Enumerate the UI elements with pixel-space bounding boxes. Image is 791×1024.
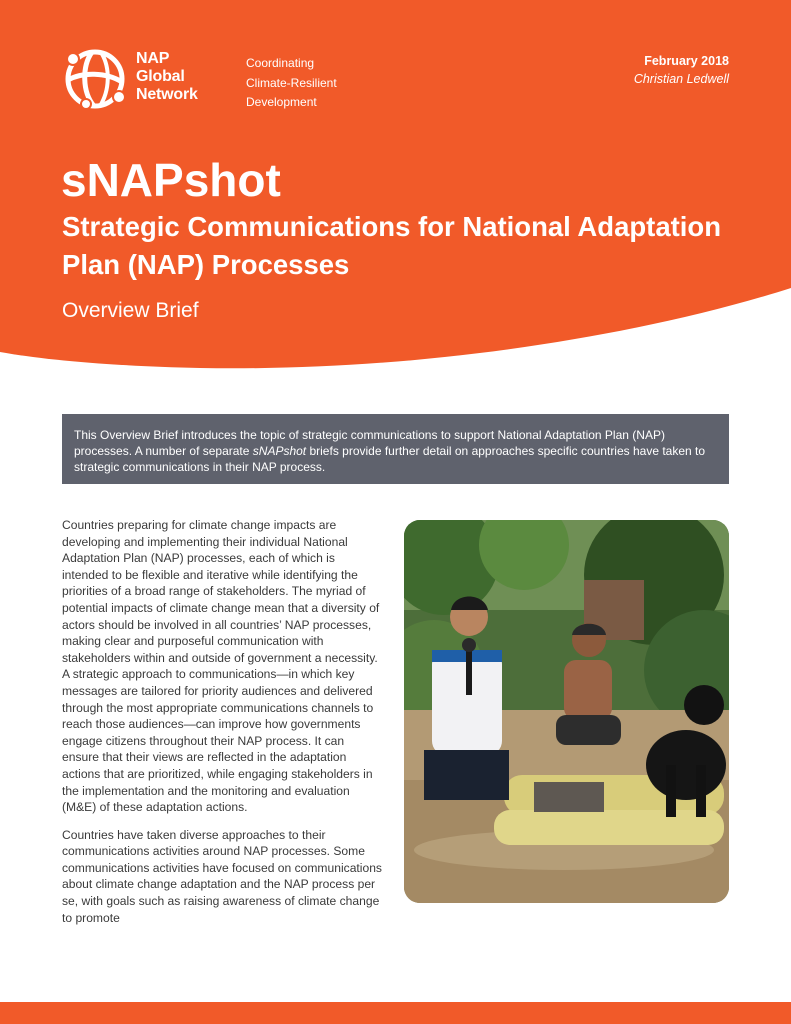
footer-bar: [0, 1002, 791, 1024]
page-title: sNAPshot: [61, 154, 281, 206]
logo-line-3: Network: [136, 86, 198, 103]
photo-reporter-in-flood-icon: [404, 520, 729, 903]
publication-date: February 2018: [644, 54, 729, 68]
intro-text-end: briefs provide further detail on approaches specific countries have taken to strategic communications in their NAP process.: [74, 444, 706, 474]
tagline: [246, 54, 337, 113]
tagline-line-2: Climate-Resilient: [246, 75, 337, 90]
body-paragraph-2: Countries have taken diverse approaches to their communications activities around NAP processes. Some communications activities have focused on communications about climate change adaptation and the NAP process per se, with goals such as raising awareness of climate change to promote: [62, 827, 382, 925]
page-subtitle: Strategic Communications for National Adaptation Plan (NAP) Processes: [62, 211, 722, 280]
logo-line-2: Global: [136, 68, 185, 85]
body-text-column: [62, 517, 384, 937]
author-name: Christian Ledwell: [633, 72, 729, 86]
body-paragraph-1: Countries preparing for climate change impacts are developing and implementing their individual National Adaptation Plan (NAP) processes, each of which is intended to be flexible and iterative while identifying the priorities of a broad range of stakeholders. The myriad of potential impacts of climate change mean that a diversity of actors should be involved in all countries’ NAP processes, making clear and purposeful communication with stakeholders within and outside of government a necessity. A strategic approach to communications—in which key messages are tailored for priority audiences and delivered through the most appropriate communications channels to reach those audiences—can improve how governments engage citizens throughout their NAP process. It can ensure that their views are reflected in the adaptation actions that are prioritized, while engaging stakeholders in the implementation and the monitoring and evaluation (M&E) of these adaptation actions.: [62, 518, 380, 815]
logo-wordmark: [136, 50, 198, 104]
intro-text-italic: sNAPshot: [252, 444, 307, 458]
nap-globe-logo-icon: [60, 44, 130, 114]
intro-text-start: This Overview Brief introduces the topic of strategic communications to support National Adaptation Plan (NAP) processes. A number of separate: [74, 428, 665, 458]
logo-line-1: NAP: [136, 50, 170, 67]
brief-type: Overview Brief: [62, 299, 199, 322]
cover-photo: [404, 520, 729, 903]
tagline-line-3: Development: [246, 95, 317, 109]
intro-box: [62, 414, 729, 484]
tagline-line-1: Coordinating: [246, 56, 315, 70]
